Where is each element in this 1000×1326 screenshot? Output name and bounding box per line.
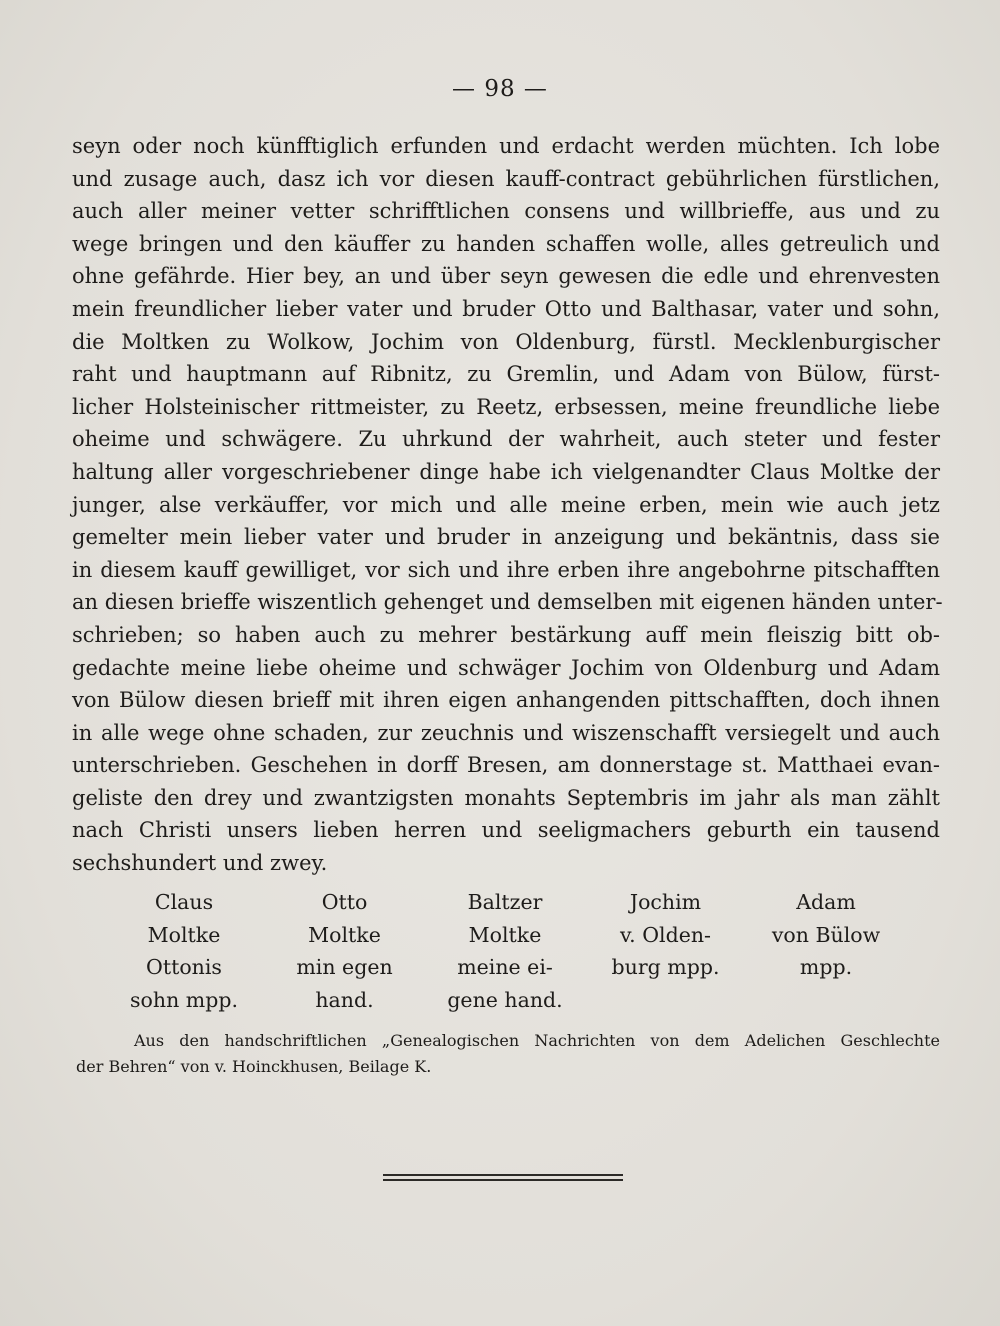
text-line: gedachte meine liebe oheime und schwäger Jochim von Oldenburg und Adam xyxy=(72,655,940,680)
signature-line: v. Olden- xyxy=(620,922,711,947)
signature-line: Otto xyxy=(321,890,368,914)
text-line: von Bülow diesen brieff mit ihren eigen anhangenden pittschafften, doch ihnen xyxy=(72,688,940,713)
source-note xyxy=(76,1028,940,1080)
rule-line xyxy=(383,1179,623,1181)
signature-line: mpp. xyxy=(799,955,853,979)
text-line: geliste den drey und zwantzigsten monahts Septembris im jahr als man zählt xyxy=(72,785,940,810)
signature-line: hand. xyxy=(315,987,374,1012)
text-line: junger, alse verkäuffer, vor mich und alle meine erben, mein wie auch jetz xyxy=(72,492,940,517)
signature-line: Ottonis xyxy=(146,955,222,979)
signature-line: Moltke xyxy=(147,922,221,947)
text-line: in alle wege ohne schaden, zur zeuchnis und wiszenschafft versiegelt und auch xyxy=(72,720,940,745)
signature-line: gene hand. xyxy=(447,987,563,1012)
text-line: ohne gefährde. Hier bey, an und über seyn gewesen die edle und ehrenvesten xyxy=(72,264,940,289)
signature-otto-moltke xyxy=(271,886,419,1016)
signature-baltzer-moltke xyxy=(431,886,579,1016)
text-line: in diesem kauff gewilliget, vor sich und ihre erben ihre angebohrne pitschafften xyxy=(72,557,940,582)
signature-line: Moltke xyxy=(468,922,542,947)
text-line: nach Christi unsers lieben herren und seeligmachers geburth ein tausend xyxy=(72,818,940,843)
signature-line: Claus xyxy=(154,890,214,914)
text-line: unterschrieben. Geschehen in dorff Bresen, am donnerstage st. Matthaei evan- xyxy=(72,753,940,778)
text-line: gemelter mein lieber vater und bruder in anzeigung und bekäntnis, dass sie xyxy=(72,525,940,550)
signature-line: Adam xyxy=(796,890,856,914)
text-line: oheime und schwägere. Zu uhrkund der wahrheit, auch steter und fester xyxy=(72,427,940,452)
text-line: und zusage auch, dasz ich vor diesen kauff-contract gebührlichen fürstlichen, xyxy=(72,166,940,191)
text-line: an diesen brieffe wiszentlich gehenget und demselben mit eigenen händen unter- xyxy=(72,590,943,615)
rule-line xyxy=(383,1174,623,1176)
text-line: licher Holsteinischer rittmeister, zu Reetz, erbsessen, meine freundliche liebe xyxy=(72,394,940,419)
source-note-line: der Behren“ von v. Hoinckhusen, Beilage K. xyxy=(76,1057,432,1076)
text-line: mein freundlicher lieber vater und bruder Otto und Balthasar, vater und sohn, xyxy=(72,296,940,321)
signature-block xyxy=(110,886,900,1016)
body-text xyxy=(72,130,943,880)
text-line: auch aller meiner vetter schrifftlichen consens und willbrieffe, aus und zu xyxy=(72,199,940,224)
signature-adam-von-buelow xyxy=(752,886,900,1016)
source-note-line: Aus den handschriftlichen „Genealogischen Nachrichten von dem Adelichen Geschlechte xyxy=(134,1031,940,1050)
signature-line: sohn mpp. xyxy=(130,987,238,1012)
signature-claus-moltke xyxy=(110,886,258,1016)
text-line: haltung aller vorgeschriebener dinge habe ich vielgenandter Claus Moltke der xyxy=(72,459,940,484)
signature-jochim-von-oldenburg xyxy=(592,886,740,1016)
text-line: wege bringen und den käuffer zu handen schaffen wolle, alles getreulich und xyxy=(72,231,940,256)
signature-line: Jochim xyxy=(629,890,702,914)
page-number: — 98 — xyxy=(452,76,548,102)
text-line: schrieben; so haben auch zu mehrer bestärkung auff mein fleiszig bitt ob- xyxy=(72,622,940,647)
end-rule-divider xyxy=(383,1174,623,1184)
signature-line: Moltke xyxy=(308,922,381,947)
signature-line: von Bülow xyxy=(771,922,881,947)
text-line: raht und hauptmann auf Ribnitz, zu Gremlin, und Adam von Bülow, fürst- xyxy=(72,362,940,387)
signature-line: Baltzer xyxy=(467,890,543,914)
text-line: die Moltken zu Wolkow, Jochim von Oldenburg, fürstl. Mecklenburgischer xyxy=(72,329,940,354)
text-line: seyn oder noch künfftiglich erfunden und erdacht werden müchten. Ich lobe xyxy=(72,134,940,158)
signature-line: meine ei- xyxy=(457,955,553,979)
signature-line: min egen xyxy=(296,955,393,979)
text-line-last: sechshundert und zwey. xyxy=(72,851,328,876)
signature-line: burg mpp. xyxy=(611,955,720,979)
